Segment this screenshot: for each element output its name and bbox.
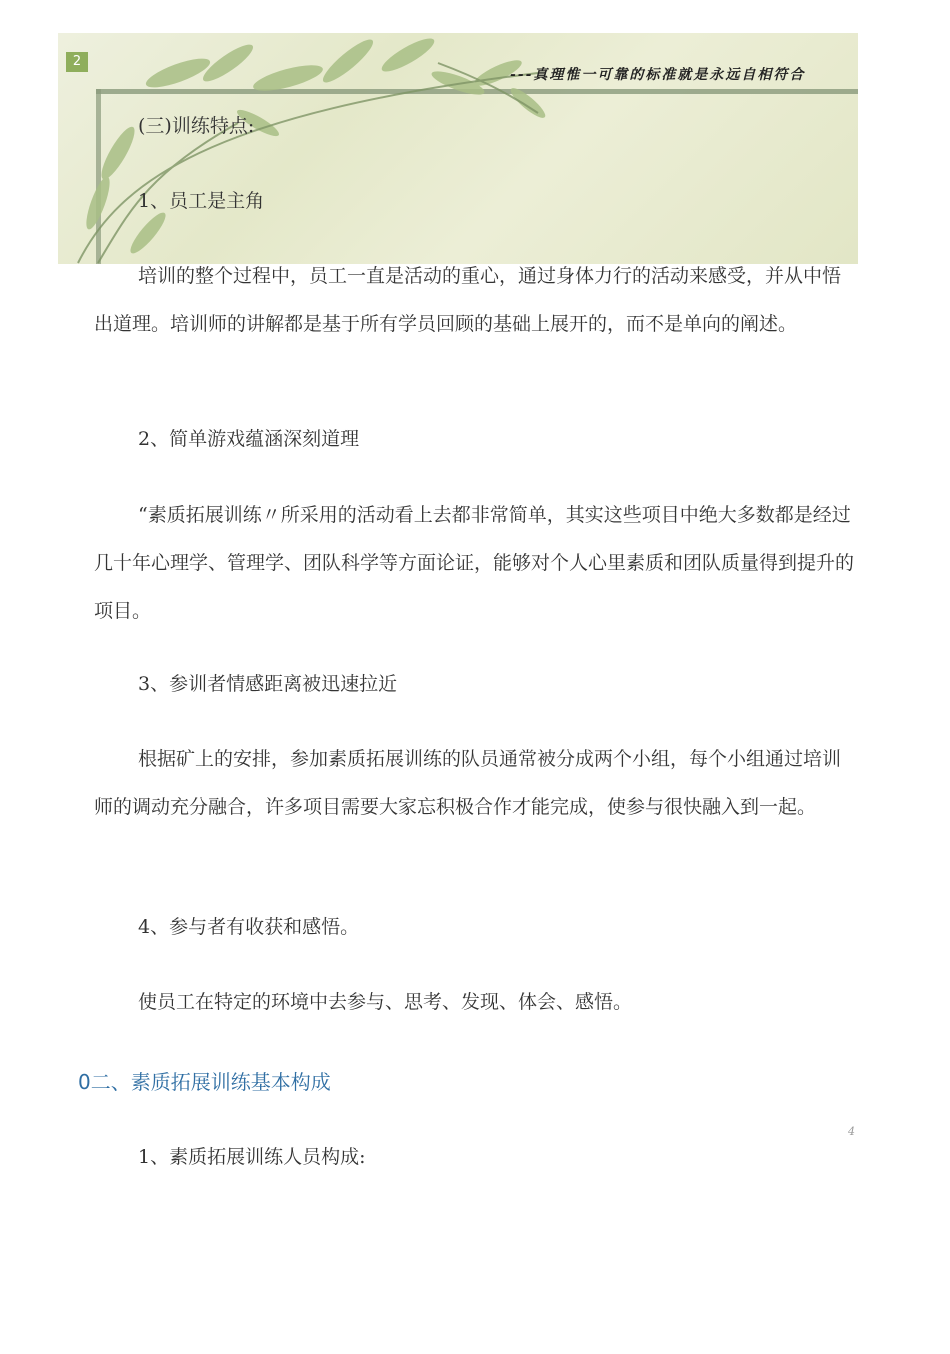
sub1-title: 1、素质拓展训练人员构成: xyxy=(138,1146,366,1168)
header-quote: ---真理惟一可靠的标准就是永远自相符合 xyxy=(510,67,806,83)
page-number-badge: 2 xyxy=(66,52,88,72)
point3-title: 3、参训者情感距离被迅速拉近 xyxy=(138,673,398,695)
point2-title: 2、简单游戏蕴涵深刻道理 xyxy=(138,428,360,450)
point4-title: 4、参与者有收获和感悟。 xyxy=(138,916,360,938)
point2-text: “素质拓展训练〃所采用的活动看上去都非常简单，其实这些项目中绝大多数都是经过几十年心理学、管理学、团队科学等方面论证，能够对个人心里素质和团队质量得到提升的项目。 xyxy=(94,504,855,622)
section-title: (三)训练特点: xyxy=(138,115,255,137)
point1-title: 1、员工是主角 xyxy=(138,190,265,212)
point1-text: 培训的整个过程中，员工一直是活动的重心，通过身体力行的活动来感受，并从中悟出道理。培训师的讲解都是基于所有学员回顾的基础上展开的，而不是单向的阐述。 xyxy=(94,265,842,335)
point4-text: 使员工在特定的环境中去参与、思考、发现、体会、感悟。 xyxy=(138,991,633,1013)
page-footer-mark: 4 xyxy=(848,1125,855,1138)
chapter-heading: 0二、素质拓展训练基本构成 xyxy=(78,1070,331,1094)
point3-text: 根据矿上的安排，参加素质拓展训练的队员通常被分成两个小组，每个小组通过培训师的调动充分融合，许多项目需要大家忘积极合作才能完成，使参与很快融入到一起。 xyxy=(94,748,842,818)
